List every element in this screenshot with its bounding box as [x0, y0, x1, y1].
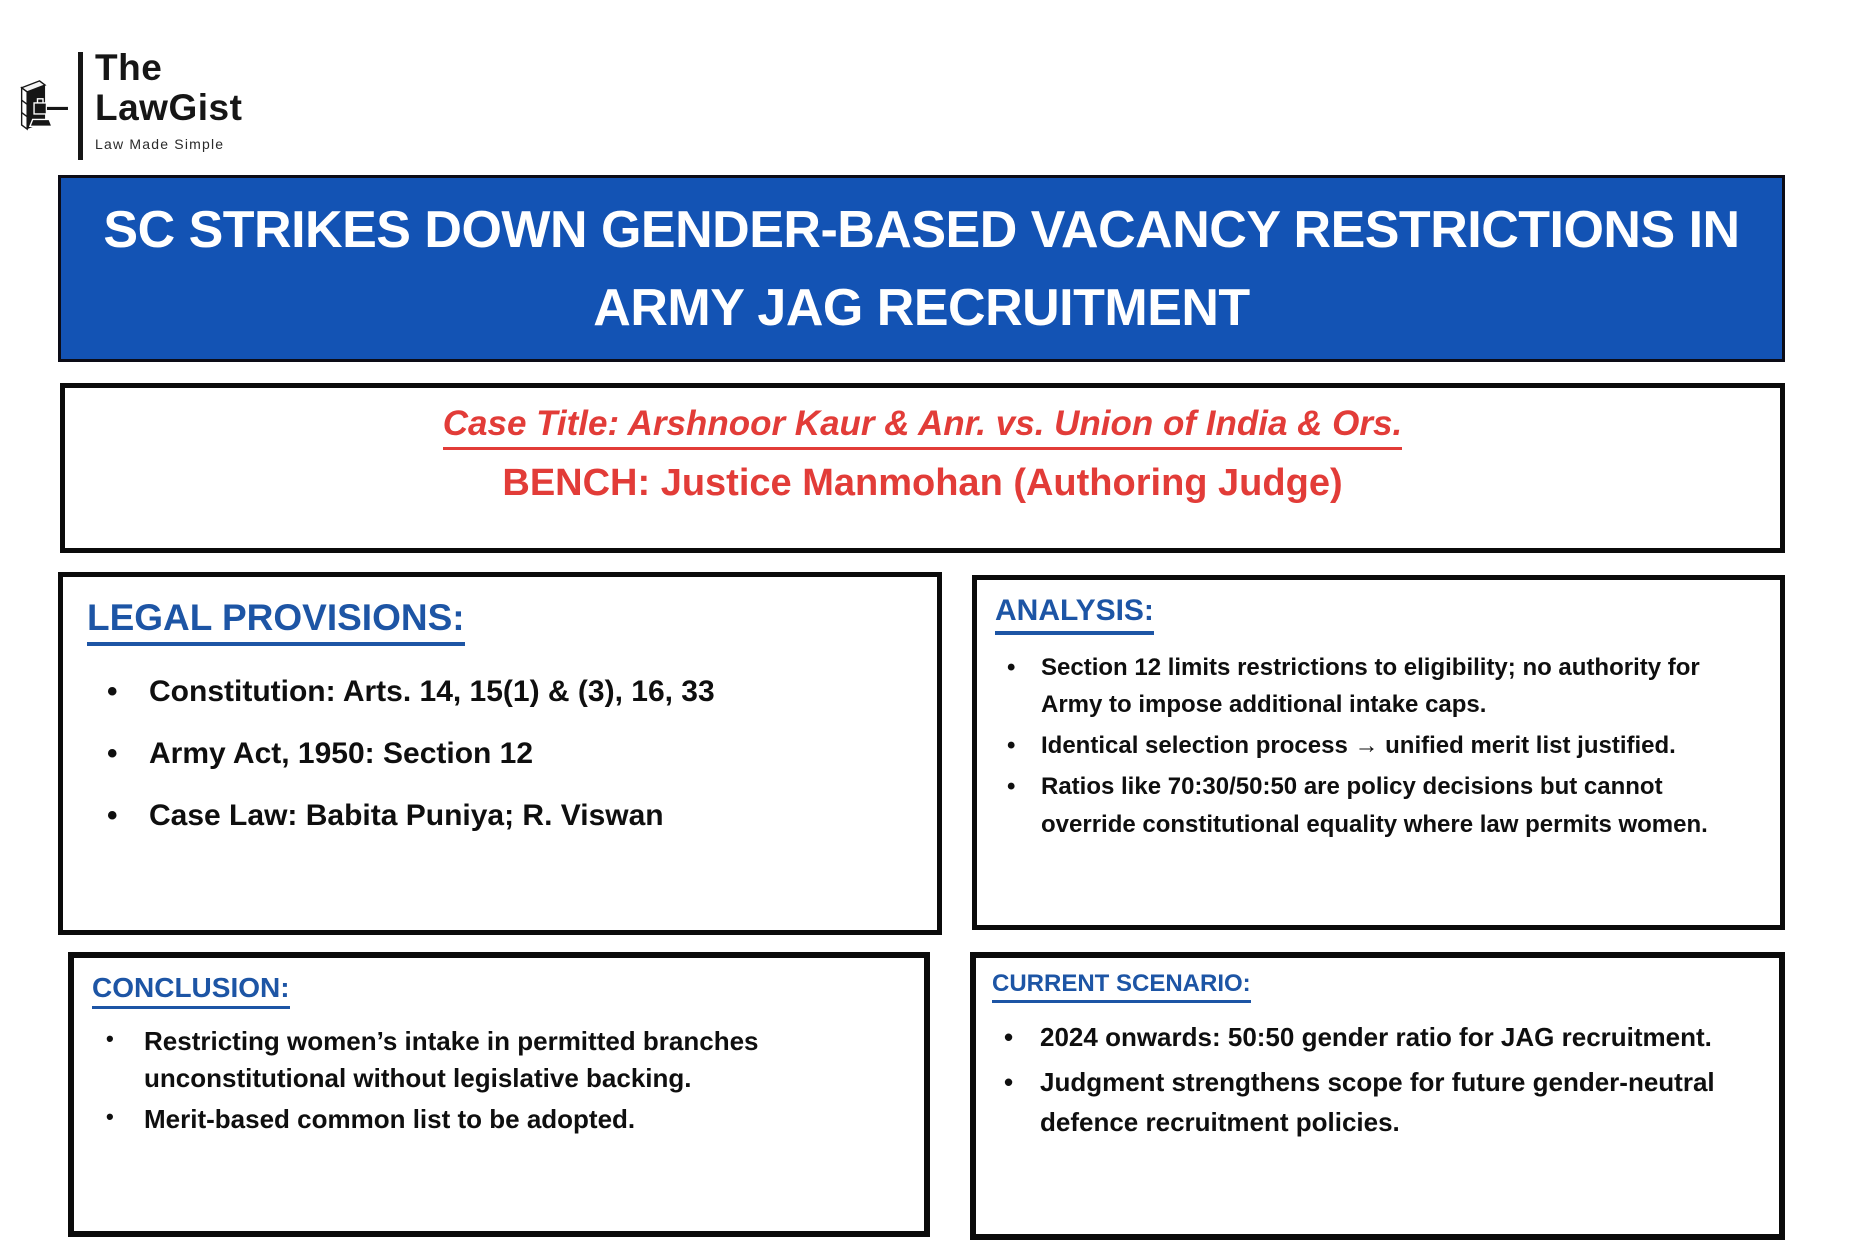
conclusion-list — [92, 1023, 906, 1138]
list-item: • Section 12 limits restrictions to eligibility; no authority for Army to impose additional intake caps. — [995, 649, 1762, 725]
current-scenario-box — [970, 952, 1785, 1240]
case-title: Case Title: Arshnoor Kaur & Anr. vs. Union of India & Ors. — [443, 404, 1402, 450]
list-item: • 2024 onwards: 50:50 gender ratio for JAG recruitment. — [992, 1017, 1763, 1057]
analysis-heading: ANALYSIS: — [995, 594, 1154, 635]
logo-brand-line2: LawGist — [95, 86, 243, 128]
list-item: • Ratios like 70:30/50:50 are policy decisions but cannot override constitutional equality where law permits women. — [995, 768, 1762, 844]
book-gavel-icon — [12, 74, 74, 136]
list-item: • Judgment strengthens scope for future gender-neutral defence recruitment policies. — [992, 1062, 1763, 1143]
headline-title: SC STRIKES DOWN GENDER-BASED VACANCY RESTRICTIONS IN ARMY JAG RECRUITMENT — [103, 200, 1740, 337]
logo-divider — [78, 52, 83, 160]
list-item: • Case Law: Babita Puniya; R. Viswan — [87, 796, 913, 835]
legal-provisions-heading: LEGAL PROVISIONS: — [87, 597, 465, 646]
case-info-box — [60, 383, 1785, 553]
lawgist-logo — [12, 48, 242, 160]
list-item: • Restricting women’s intake in permitted branches unconstitutional without legislative backing. — [92, 1023, 906, 1097]
list-item: • Army Act, 1950: Section 12 — [87, 734, 913, 773]
current-scenario-heading: CURRENT SCENARIO: — [992, 970, 1251, 1003]
conclusion-heading: CONCLUSION: — [92, 972, 290, 1009]
conclusion-box — [68, 952, 930, 1237]
headline-banner — [58, 175, 1785, 362]
analysis-box — [972, 575, 1785, 930]
legal-provisions-box — [58, 572, 942, 935]
logo-tagline: Law Made Simple — [95, 135, 225, 152]
list-item: • Constitution: Arts. 14, 15(1) & (3), 16, 33 — [87, 672, 913, 711]
logo-brand-line1: The — [95, 47, 163, 88]
list-item: • Merit-based common list to be adopted. — [92, 1101, 906, 1138]
list-item: • Identical selection process → unified merit list justified. — [995, 727, 1762, 765]
bench-line: BENCH: Justice Manmohan (Authoring Judge) — [502, 462, 1343, 504]
current-scenario-list — [992, 1017, 1763, 1143]
analysis-list — [995, 649, 1762, 845]
logo-text — [95, 48, 242, 152]
legal-provisions-list — [87, 672, 913, 835]
